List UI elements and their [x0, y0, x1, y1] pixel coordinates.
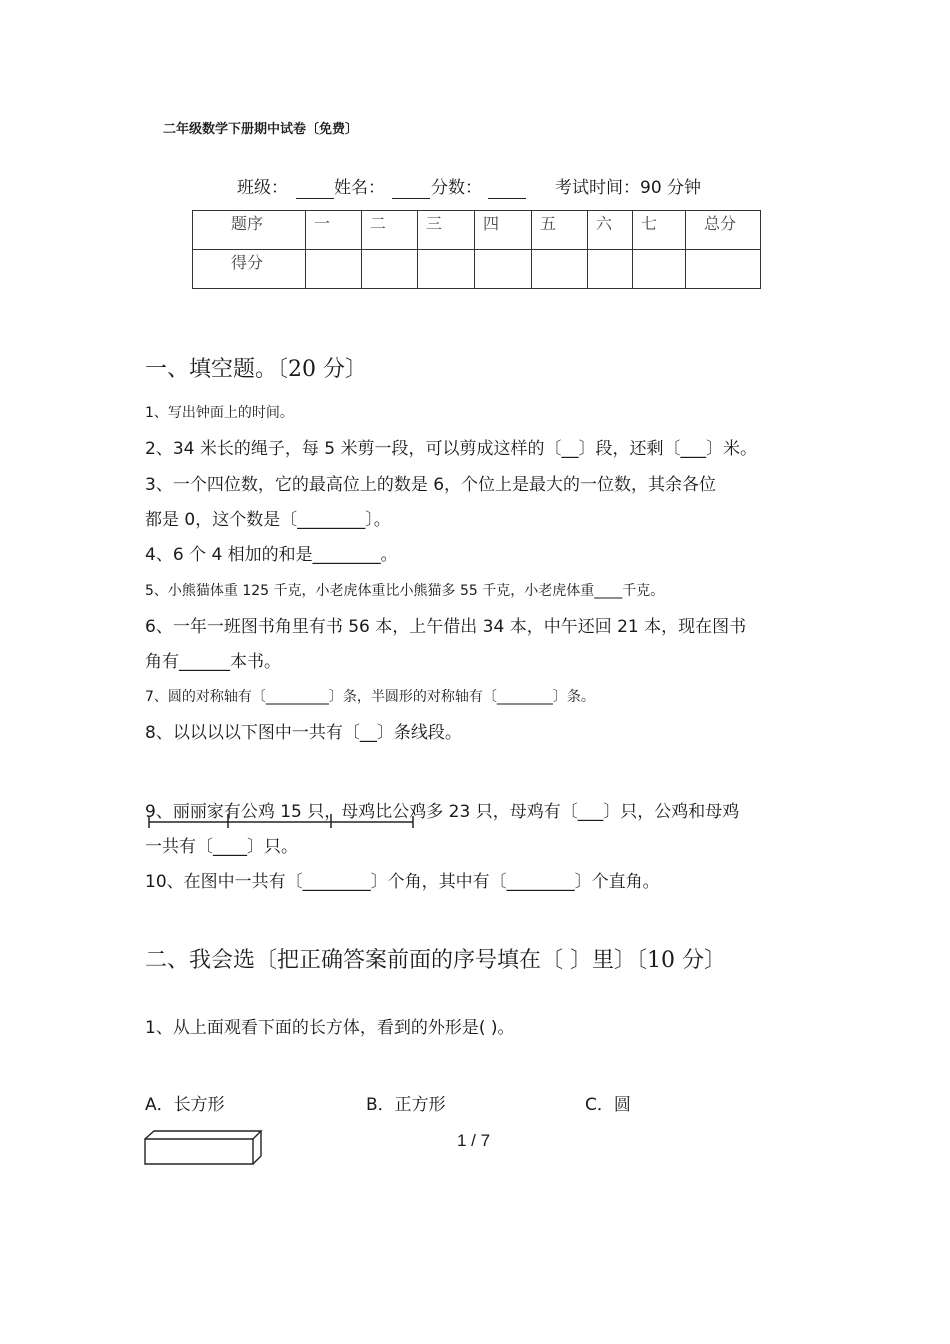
name-blank	[392, 198, 430, 199]
table-cell: 得分	[193, 250, 306, 289]
question-10: 10、在图中一共有〔________〕个角，其中有〔________〕个直角。	[145, 872, 660, 892]
score-cell[interactable]	[633, 250, 686, 289]
option-b[interactable]: B．正方形	[366, 1095, 446, 1115]
question-5: 5、小熊猫体重 125 千克，小老虎体重比小熊猫多 55 千克，小老虎体重____千克。	[145, 583, 665, 599]
score-blank	[488, 198, 526, 199]
document-title: 二年级数学下册期中试卷〔免费〕	[163, 122, 359, 137]
score-cell[interactable]	[475, 250, 532, 289]
table-cell: 五	[532, 211, 588, 250]
table-cell: 七	[633, 211, 686, 250]
score-table	[192, 210, 761, 289]
table-cell: 二	[362, 211, 418, 250]
question-3-line2: 都是 0，这个数是〔________〕。	[145, 510, 391, 530]
question-7: 7、圆的对称轴有〔_________〕条，半圆形的对称轴有〔________〕条。	[145, 689, 595, 705]
score-cell[interactable]	[532, 250, 588, 289]
exam-time: 考试时间：90 分钟	[555, 178, 702, 198]
page-number: 1 / 7	[457, 1131, 491, 1150]
question-9-line2: 一共有〔____〕只。	[145, 837, 298, 857]
class-blank	[296, 198, 334, 199]
section1-heading: 一、填空题。〔20 分〕	[145, 357, 367, 382]
table-cell: 三	[418, 211, 475, 250]
table-cell: 题序	[193, 211, 306, 250]
score-table-header-row	[193, 211, 761, 250]
question-6-line1: 6、一年一班图书角里有书 56 本，上午借出 34 本，中午还回 21 本，现在图书	[145, 617, 747, 637]
table-cell: 六	[588, 211, 633, 250]
score-cell[interactable]	[306, 250, 362, 289]
table-cell: 一	[306, 211, 362, 250]
score-cell[interactable]	[686, 250, 761, 289]
question-3-line1: 3、一个四位数，它的最高位上的数是 6，个位上是最大的一位数，其余各位	[145, 475, 717, 495]
question-1: 1、写出钟面上的时间。	[145, 405, 294, 421]
score-cell[interactable]	[362, 250, 418, 289]
section2-question-1: 1、从上面观看下面的长方体，看到的外形是( )。	[145, 1018, 515, 1038]
option-a[interactable]: A．长方形	[145, 1095, 225, 1115]
section2-heading: 二、我会选〔把正确答案前面的序号填在〔 〕里〕〔10 分〕	[145, 948, 726, 973]
question-8: 8、以以以以下图中一共有〔__〕条线段。	[145, 723, 462, 743]
score-cell[interactable]	[588, 250, 633, 289]
option-c[interactable]: C．圆	[585, 1095, 631, 1115]
question-4: 4、6 个 4 相加的和是________。	[145, 545, 398, 565]
table-cell: 总分	[686, 211, 761, 250]
question-6-line2: 角有______本书。	[145, 652, 281, 672]
cuboid-icon	[142, 1128, 266, 1168]
class-label: 班级：	[237, 178, 288, 198]
name-label: 姓名：	[334, 178, 385, 198]
question-9-line1: 9、丽丽家有公鸡 15 只，母鸡比公鸡多 23 只，母鸡有〔___〕只，公鸡和母鸡	[145, 802, 740, 822]
score-label: 分数：	[431, 178, 482, 198]
question-2: 2、34 米长的绳子，每 5 米剪一段，可以剪成这样的〔__〕段，还剩〔___〕米。	[145, 439, 757, 459]
score-table-score-row	[193, 250, 761, 289]
score-cell[interactable]	[418, 250, 475, 289]
table-cell: 四	[475, 211, 532, 250]
